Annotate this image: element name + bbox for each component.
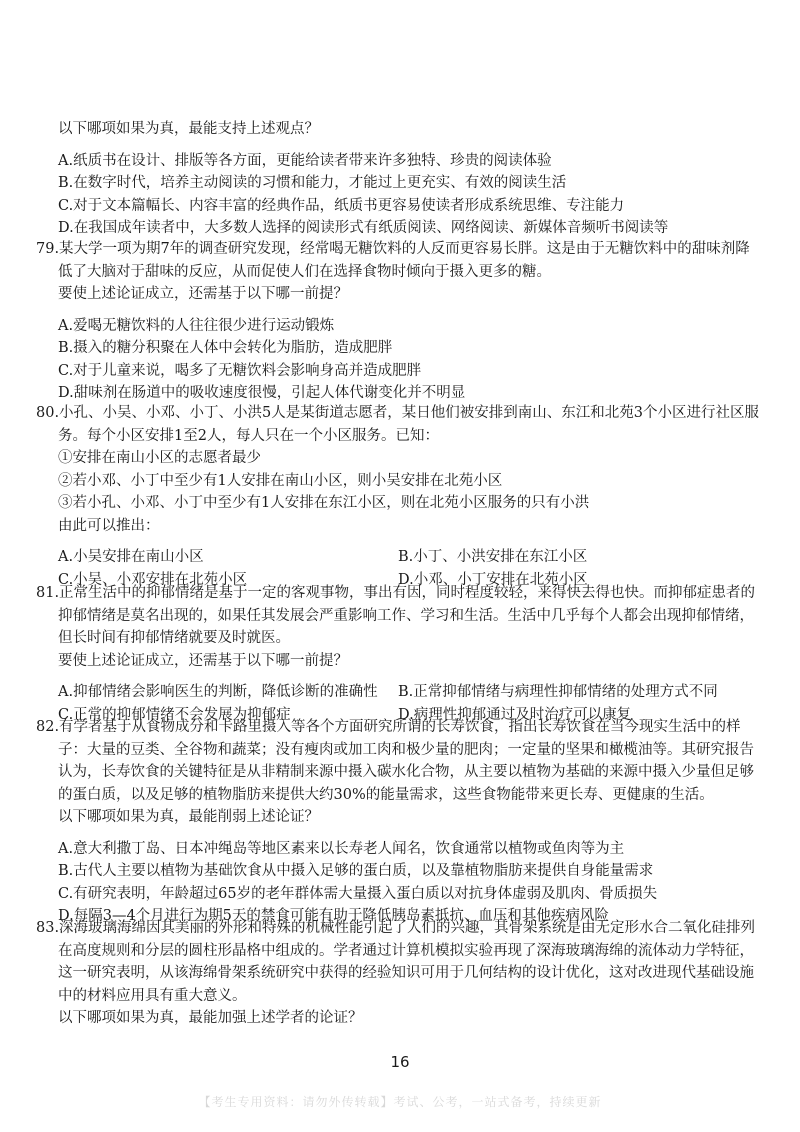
question-stem-line: 79.某大学一项为期7年的调查研究发现，经常喝无糖饮料的人反而更容易长胖。这是由于无糖饮料中的甜味剂降 [36, 241, 750, 257]
condition-2: ②若小邓、小丁中至少有1人安排在南山小区，则小吴安排在北苑小区 [58, 472, 503, 489]
option-a: A.爱喝无糖饮料的人往往很少进行运动锻炼 [58, 317, 335, 334]
option-b: B.摄入的糖分积聚在人体中会转化为脂肪，造成肥胖 [58, 340, 393, 356]
option-c: C.对于文本篇幅长、内容丰富的经典作品，纸质书更容易使读者形成系统思维、专注能力 [58, 197, 625, 214]
option-d: D.甜味剂在肠道中的吸收速度很慢，引起人体代谢变化并不明显 [58, 385, 466, 401]
question-stem-line: 子：大量的豆类、全谷物和蔬菜；没有瘦肉或加工肉和极少量的肥肉；一定量的坚果和橄榄油等。其研究报告 [58, 741, 754, 758]
question-stem-line: 81.正常生活中的抑郁情绪是基于一定的客观事物，事出有因，同时程度较轻，来得快去得也快。而抑郁症患者的 [36, 585, 756, 601]
question-80 [36, 402, 760, 591]
question-79 [36, 238, 756, 405]
option-b: B.正常抑郁情绪与病理性抑郁情绪的处理方式不同 [398, 684, 718, 700]
question-stem-line: 中的材料应用具有重大意义。 [58, 987, 247, 1004]
option-b: B.小丁、小洪安排在东江小区 [398, 549, 588, 565]
question-stem-line: 的蛋白质，以及足够的植物脂肪来提供大约30%的能量需求，这些食物能带来更长寿、更健康的生活。 [58, 786, 714, 803]
question-prompt: 以下哪项如果为真，最能削弱上述论证？ [58, 809, 319, 825]
question-stem-line: 82.有学者基于从食物成分和卡路里摄入等各个方面研究所谓的长寿饮食，指出长寿饮食在当今现实生活中的样 [36, 719, 741, 735]
question-stem-line: 认为，长寿饮食的关键特征是从非精制来源中摄入碳水化合物，从主要以植物为基础的来源中摄入少量但足够 [58, 764, 754, 780]
option-c: C.对于儿童来说，喝多了无糖饮料会影响身高并造成肥胖 [58, 362, 422, 379]
option-b: B.古代人主要以植物为基础饮食从中摄入足够的蛋白质，以及靠植物脂肪来提供自身能量需求 [58, 863, 654, 879]
question-stem-line: 但长时间有抑郁情绪就要及时就医。 [58, 630, 290, 646]
question-stem-line: 80.小孔、小吴、小邓、小丁、小洪5人是某街道志愿者，某日他们被安排到南山、东江和北苑3个小区进行社区服 [36, 405, 760, 421]
option-d: D.在我国成年读者中，大多数人选择的阅读形式有纸质阅读、网络阅读、新媒体音频听书阅读等 [58, 220, 669, 236]
watermark-text: 【考生专用资料：请勿外传转载】考试、公考，一站式备考，持续更新 [198, 1095, 602, 1109]
option-a: A.纸质书在设计、排版等各方面，更能给读者带来许多独特、珍贵的阅读体验 [58, 152, 552, 169]
question-83 [36, 917, 756, 1030]
option-a: A.抑郁情绪会影响医生的判断，降低诊断的准确性 [58, 684, 378, 700]
option-c: C.正常的抑郁情绪不会发展为抑郁症 [58, 706, 291, 723]
question-81 [36, 582, 756, 726]
page-number: 16 [390, 1053, 410, 1071]
question-stem-line: 低了大脑对于甜味的反应，从而促使人们在选择食物时倾向于摄入更多的糖。 [58, 263, 551, 280]
question-stem-line: 抑郁情绪是莫名出现的，如果任其发展会严重影响工作、学习和生活。生活中几乎每个人都会出现抑郁情绪， [58, 607, 754, 624]
question-stem-line: 83.深海玻璃海绵因其美丽的外形和特殊的机械性能引起了人们的兴趣，其骨架系统是由无定形水合二氧化硅排列 [36, 920, 756, 936]
question-prompt: 以下哪项如果为真，最能加强上述学者的论证？ [58, 1010, 363, 1026]
option-b: B.在数字时代，培养主动阅读的习惯和能力，才能过上更充实、有效的阅读生活 [58, 175, 567, 191]
option-c: C.小吴、小邓安排在北苑小区 [58, 571, 248, 588]
option-d: D.每隔3—4个月进行为期5天的禁食可能有助于降低胰岛素抵抗、血压和其他疾病风险 [58, 908, 609, 924]
question-82 [36, 716, 756, 928]
question-prompt: 以下哪项如果为真，最能支持上述观点？ [58, 121, 319, 137]
question-stem-line: 在高度规则和分层的圆柱形晶格中组成的。学者通过计算机模拟实验再现了深海玻璃海绵的流体动力学特征， [58, 942, 754, 959]
condition-1: ①安排在南山小区的志愿者最少 [58, 450, 261, 466]
option-a: A.意大利撒丁岛、日本冲绳岛等地区素来以长寿老人闻名，饮食通常以植物或鱼肉等为主 [58, 840, 625, 857]
options-row [58, 681, 756, 704]
question-78 [58, 118, 748, 240]
question-stem-line: 务。每个小区安排1至2人，每人只在一个小区服务。已知： [58, 427, 439, 444]
question-prompt: 由此可以推出： [58, 517, 160, 534]
question-prompt: 要使上述论证成立，还需基于以下哪一前提？ [58, 286, 348, 302]
option-d: D.病理性抑郁通过及时治疗可以康复 [398, 706, 632, 723]
option-d: D.小邓、小丁安排在北苑小区 [398, 571, 588, 588]
condition-3: ③若小孔、小邓、小丁中至少有1人安排在东江小区，则在北苑小区服务的只有小洪 [58, 495, 590, 511]
question-stem-line: 这一研究表明，从该海绵骨架系统研究中获得的经验知识可用于几何结构的设计优化，这对改进现代基础设施 [58, 965, 754, 981]
question-prompt: 要使上述论证成立，还需基于以下哪一前提？ [58, 652, 348, 669]
option-a: A.小吴安排在南山小区 [58, 549, 204, 565]
option-c: C.有研究表明，年龄超过65岁的老年群体需大量摄入蛋白质以对抗身体虚弱及肌肉、骨质损失 [58, 885, 658, 902]
options-row [58, 546, 756, 569]
